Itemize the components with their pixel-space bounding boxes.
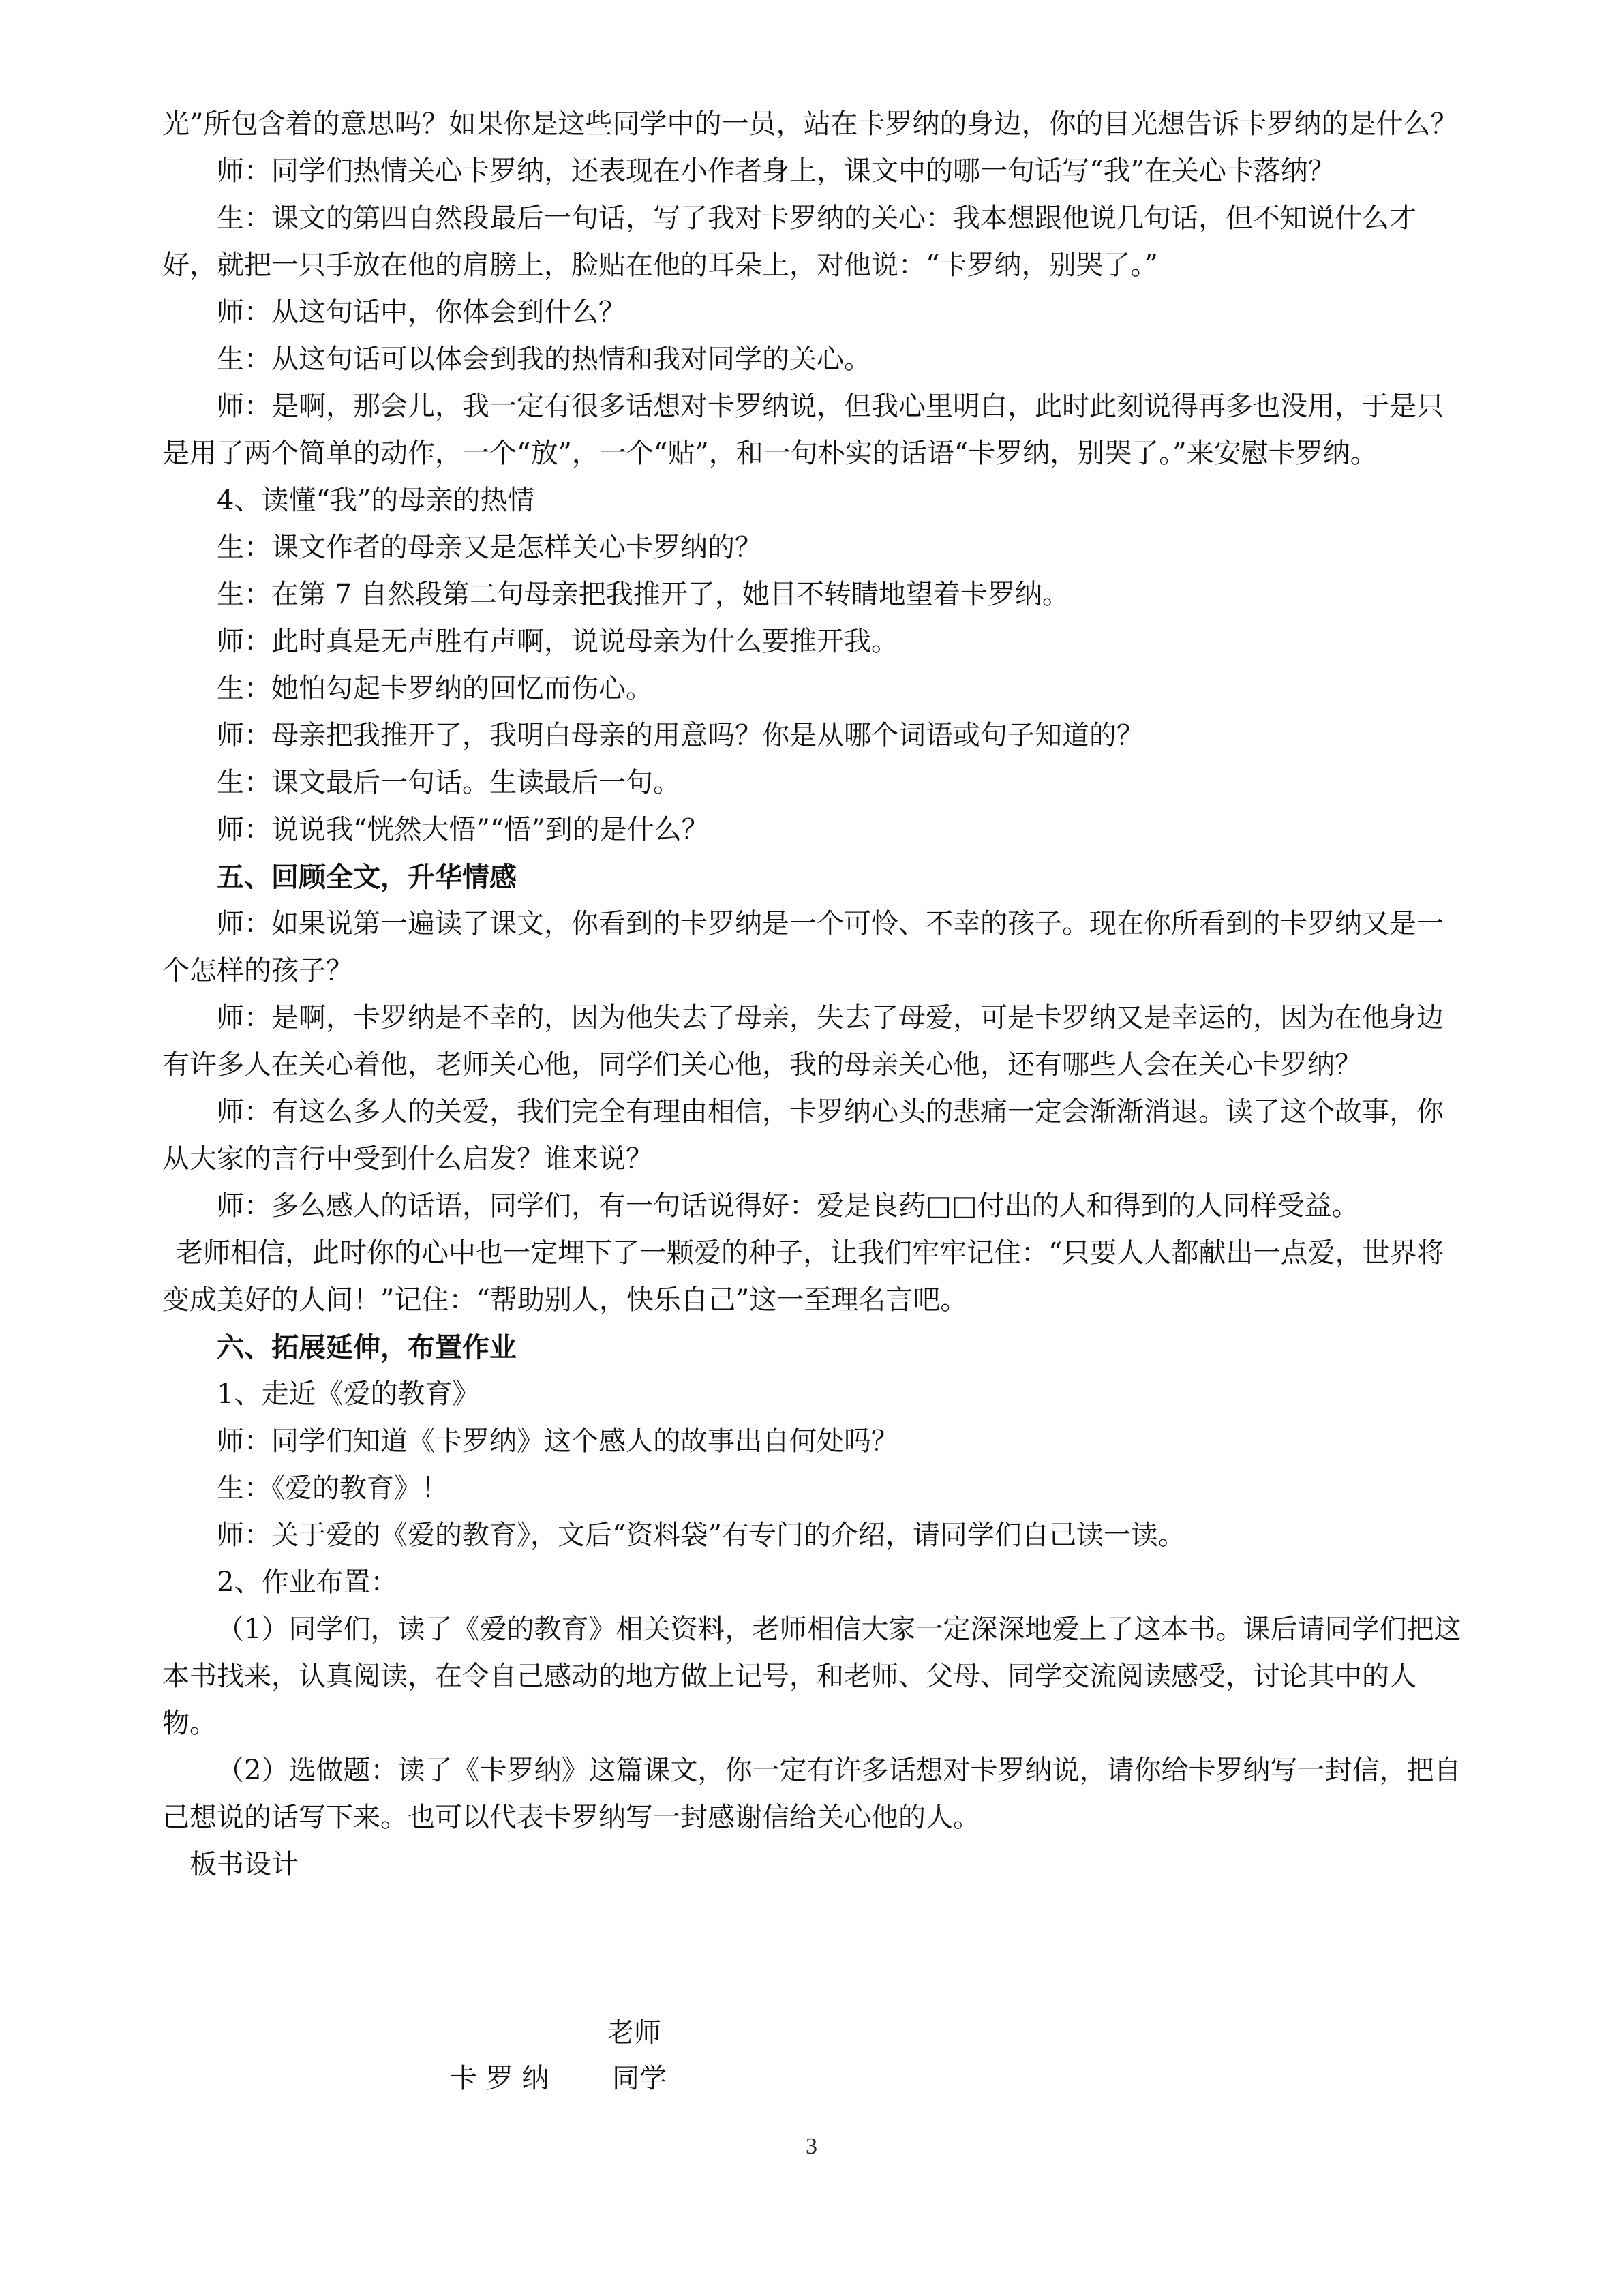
paragraph: 老师相信，此时你的心中也一定埋下了一颗爱的种子，让我们牢牢记住：“只要人人都献出一点爱，世界将变成美好的人间！”记住：“帮助别人，快乐自己”这一至理名言吧。	[162, 1237, 1444, 1316]
paragraph: 师：从这句话中，你体会到什么？	[217, 297, 626, 328]
paragraph: 师：说说我“恍然大悟”“悟”到的是什么？	[217, 814, 709, 845]
paragraph: （2）选做题：读了《卡罗纳》这篇课文，你一定有许多话想对卡罗纳说，请你给卡罗纳写一封信，把自己想说的话写下来。也可以代表卡罗纳写一封感谢信给关心他的人。	[162, 1755, 1461, 1833]
paragraph: 师：有这么多人的关爱，我们完全有理由相信，卡罗纳心头的悲痛一定会渐渐消退。读了这个故事，你从大家的言行中受到什么启发？谁来说？	[162, 1096, 1444, 1175]
paragraph: 师：是啊，那会儿，我一定有很多话想对卡罗纳说，但我心里明白，此时此刻说得再多也没用，于是只是用了两个简单的动作，一个“放”，一个“贴”，和一句朴实的话语“卡罗纳，别哭了。”来安慰卡罗纳。	[162, 391, 1444, 469]
paragraph: 生：她怕勾起卡罗纳的回忆而伤心。	[217, 673, 653, 704]
paragraph: 生：《爱的教育》！	[217, 1472, 449, 1504]
paragraph: 师：是啊，卡罗纳是不幸的，因为他失去了母亲，失去了母爱，可是卡罗纳又是幸运的，因为在他身边有许多人在关心着他，老师关心他，同学们关心他，我的母亲关心他，还有哪些人会在关心卡罗纳？	[162, 1002, 1444, 1081]
paragraph: 1、走近《爱的教育》	[217, 1378, 480, 1410]
paragraph: 生：课文的第四自然段最后一句话，写了我对卡罗纳的关心：我本想跟他说几句话，但不知说什么才好，就把一只手放在他的肩膀上，脸贴在他的耳朵上，对他说：“卡罗纳，别哭了。”	[162, 202, 1416, 281]
paragraph: 光”所包含着的意思吗？如果你是这些同学中的一员，站在卡罗纳的身边，你的目光想告诉卡罗纳的是什么？	[162, 108, 1458, 140]
section-heading: 五、回顾全文，升华情感	[217, 861, 517, 893]
board-teacher-label: 老师	[607, 2017, 661, 2049]
page-number: 3	[806, 2134, 817, 2159]
paragraph: 师：同学们知道《卡罗纳》这个感人的故事出自何处吗？	[217, 1425, 898, 1457]
paragraph: 板书设计	[189, 1849, 299, 1880]
paragraph: 生：从这句话可以体会到我的热情和我对同学的关心。	[217, 344, 871, 375]
paragraph: 师：如果说第一遍读了课文，你看到的卡罗纳是一个可怜、不幸的孩子。现在你所看到的卡罗纳又是一个怎样的孩子？	[162, 908, 1444, 986]
paragraph: 2、作业布置：	[217, 1567, 398, 1598]
paragraph: 师：同学们热情关心卡罗纳，还表现在小作者身上，课文中的哪一句话写“我”在关心卡落纳？	[217, 155, 1335, 187]
board-classmates-label: 同学	[612, 2063, 667, 2094]
paragraph: 师：关于爱的《爱的教育》，文后“资料袋”有专门的介绍，请同学们自己读一读。	[217, 1520, 1185, 1551]
paragraph: （1）同学们，读了《爱的教育》相关资料，老师相信大家一定深深地爱上了这本书。课后请同学们把这本书找来，认真阅读，在令自己感动的地方做上记号，和老师、父母、同学交流阅读感受，讨论其中的人物。	[162, 1614, 1461, 1739]
paragraph: 师：此时真是无声胜有声啊，说说母亲为什么要推开我。	[217, 626, 898, 657]
board-center-label: 卡 罗 纳	[450, 2063, 549, 2094]
section-heading: 六、拓展延伸，布置作业	[217, 1331, 517, 1363]
paragraph: 师：多么感人的话语，同学们，有一句话说得好：爱是良药□□付出的人和得到的人同样受益。	[217, 1190, 1359, 1222]
paragraph: 生：课文最后一句话。生读最后一句。	[217, 767, 680, 798]
paragraph: 4、读懂“我”的母亲的热情	[217, 485, 535, 516]
paragraph: 生：在第 7 自然段第二句母亲把我推开了，她目不转睛地望着卡罗纳。	[217, 579, 1070, 610]
paragraph: 生：课文作者的母亲又是怎样关心卡罗纳的？	[217, 532, 762, 563]
paragraph: 师：母亲把我推开了，我明白母亲的用意吗？你是从哪个词语或句子知道的？	[217, 720, 1144, 751]
